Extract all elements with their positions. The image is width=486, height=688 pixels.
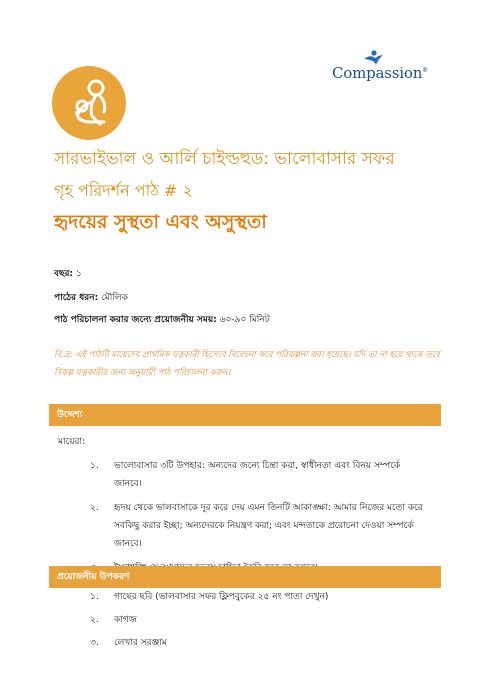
lesson-number: গৃহ পরিদর্শন পাঠ # ২	[54, 181, 193, 200]
list-item-number: ২.	[90, 503, 99, 513]
brand-name	[332, 64, 428, 82]
meta-type-label: পাঠের ধরন:	[54, 293, 99, 303]
meta-type-value: মৌলিক	[101, 293, 128, 303]
list-item-text: ভালোবাসার ৩টি উপহার: অন্যদের জন্যে চিন্তা করা, স্বাধীনতা এবং বিনয় সম্পর্কে জানবে।	[114, 461, 401, 489]
list-item-text: কাগজ	[114, 615, 137, 625]
compassion-logo	[332, 50, 442, 90]
lesson-title: হৃদয়ের সুস্থতা এবং অসুস্থতা	[54, 211, 267, 233]
objectives-heading: উদ্দেশ্য	[49, 404, 441, 426]
list-item-text: লেখার সরঞ্জাম	[114, 638, 167, 648]
meta-year	[54, 266, 82, 281]
list-item	[90, 634, 430, 652]
brand-trademark: ®	[422, 67, 428, 74]
meta-year-label: বছর:	[54, 269, 74, 279]
list-item-text: হৃদয় থেকে ভালবাসাকে দূর করে দেয় এমন তিনটি আকাঙ্ক্ষা: আমার নিজের মতো করে সবকিছু করার ইচ্ছা; অন্যদেরকে নিয়ন্ত্রণ করা; এবং মন্দতাকে প্ররোচনা দেওয়া সম্পর্কে জানবে।	[114, 503, 423, 549]
list-item-number: ১.	[90, 461, 99, 471]
list-item	[90, 611, 430, 629]
meta-year-value: ১	[75, 269, 82, 279]
meta-time-value: ৬০-৯০ মিনিট	[219, 315, 270, 325]
list-item	[90, 588, 430, 606]
list-item	[90, 457, 430, 493]
meta-time-required	[54, 312, 270, 327]
meta-lesson-type	[54, 290, 128, 305]
objectives-audience: মায়েরা:	[58, 437, 86, 447]
list-item-number: ৩.	[90, 638, 99, 648]
materials-heading: প্রয়োজনীয় উপকরণ	[49, 566, 441, 588]
list-item-number: ১.	[90, 592, 99, 602]
mother-child-figure-icon	[52, 66, 126, 140]
meta-time-label: পাঠ পরিচালনা করার জন্যে প্রয়োজনীয় সময়:	[54, 315, 217, 325]
list-item-text: গাছের ছবি (ভালবাসার সফর ফ্লিপবুকের ২৫ নং পাতা দেখুন)	[114, 592, 329, 602]
program-title: সারভাইভাল ও আর্লি চাইল্ডহুড: ভালোবাসার সফর	[54, 149, 395, 169]
caregiver-note: বি.দ্র: এই পাঠটি মায়েদের প্রাথমিক যত্নকারী হিসেবে বিবেচনা করে পরিকল্পনা করা হয়েছে। যদি তা না হয়ে থাকে তবে বিকল্প যত্নকারীর জন্য অনুযায়ী পাঠ পরিচালনা করুন।	[54, 350, 440, 378]
objectives-list	[90, 457, 430, 583]
mother-child-logo-icon	[52, 66, 126, 140]
list-item-number: ২.	[90, 615, 99, 625]
list-item	[90, 499, 430, 553]
brand-name-text: Compassion	[332, 64, 423, 82]
materials-list	[90, 588, 430, 657]
